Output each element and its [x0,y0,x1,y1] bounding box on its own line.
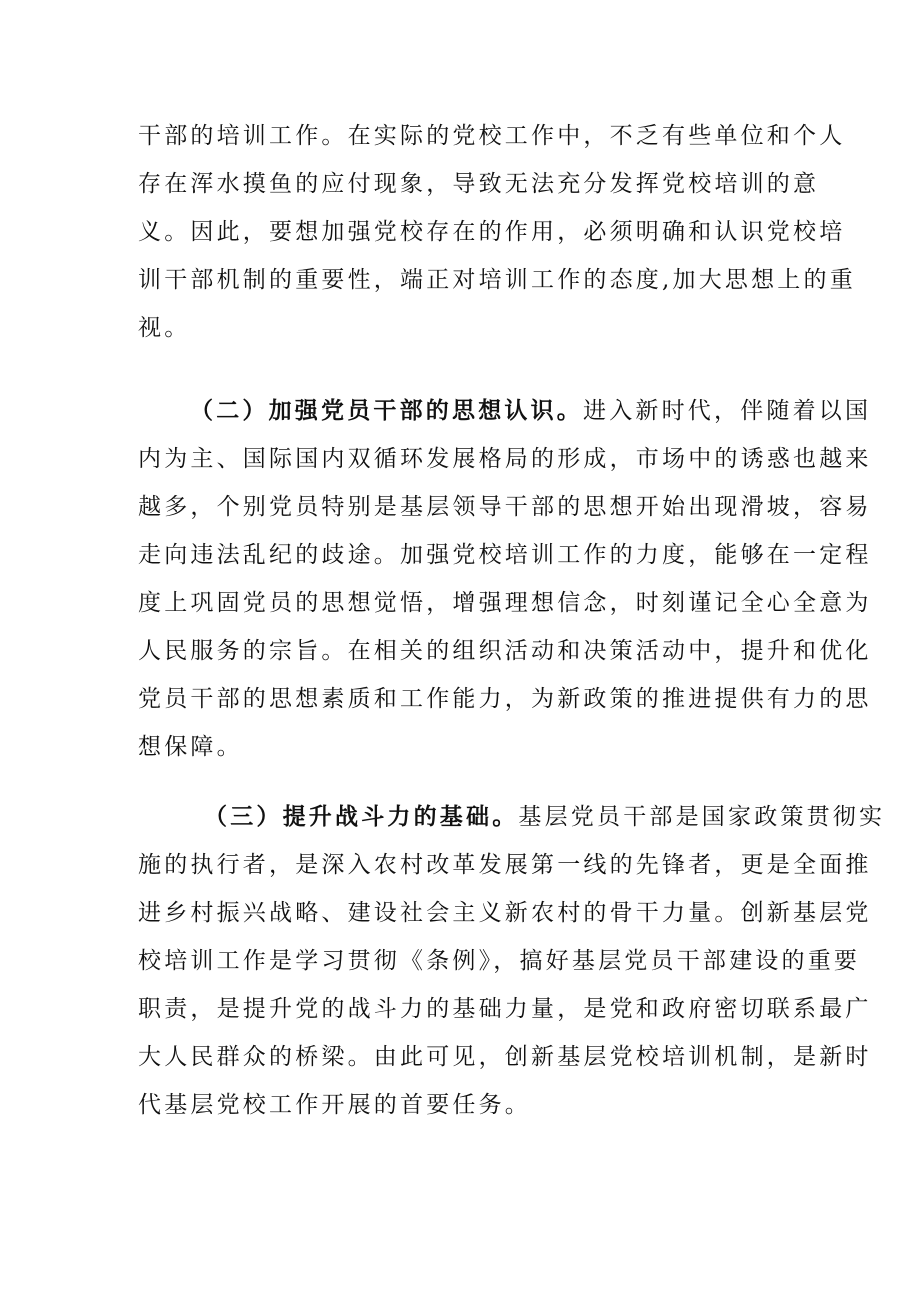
text-line: 党员干部的思想素质和工作能力，为新政策的推进提供有力的思 [138,686,872,712]
text-line: 度上巩固党员的思想觉悟，增强理想信念，时刻谨记全心全意为 [138,590,872,616]
text-line: 进乡村振兴战略、建设社会主义新农村的骨干力量。创新基层党 [138,900,872,926]
text-line: 训干部机制的重要性，端正对培训工作的态度,加大思想上的重 [138,267,856,293]
section-2-heading: （二）加强党员干部的思想认识。 [190,397,583,424]
section-2-first-line [190,395,872,427]
text-line: 代基层党校工作开展的首要任务。 [138,1092,531,1118]
text-line: 内为主、国际国内双循环发展格局的形成，市场中的诱惑也越来 [138,446,872,472]
text-line: 人民服务的宗旨。在相关的组织活动和决策活动中，提升和优化 [138,638,872,664]
text-line: 职责，是提升党的战斗力的基础力量，是党和政府密切联系最广 [138,996,872,1022]
text-line: 施的执行者，是深入农村改革发展第一线的先锋者，更是全面推 [138,852,872,878]
text-line: 越多，个别党员特别是基层领导干部的思想开始出现滑坡，容易 [138,494,872,520]
text-line: 校培训工作是学习贯彻《条例》，搞好基层党员干部建设的重要 [138,948,861,974]
text-line: 走向违法乱纪的歧途。加强党校培训工作的力度，能够在一定程 [138,542,872,568]
text-line: 义。因此，要想加强党校存在的作用，必须明确和认识党校培 [138,219,846,245]
text-line: 大人民群众的桥梁。由此可见，创新基层党校培训机制，是新时 [138,1044,872,1070]
text-line: 干部的培训工作。在实际的党校工作中，不乏有些单位和个人 [138,123,846,149]
section-3-first-line [204,801,886,833]
section-3-heading: （三）提升战斗力的基础。 [204,803,519,830]
text-line: 视。 [138,315,191,341]
text-line: 想保障。 [138,734,243,760]
section-3-first-line-text: 基层党员干部是国家政策贯彻实 [518,804,886,830]
section-2-first-line-text: 进入新时代，伴随着以国 [583,398,872,424]
text-line: 存在浑水摸鱼的应付现象，导致无法充分发挥党校培训的意 [138,171,820,197]
